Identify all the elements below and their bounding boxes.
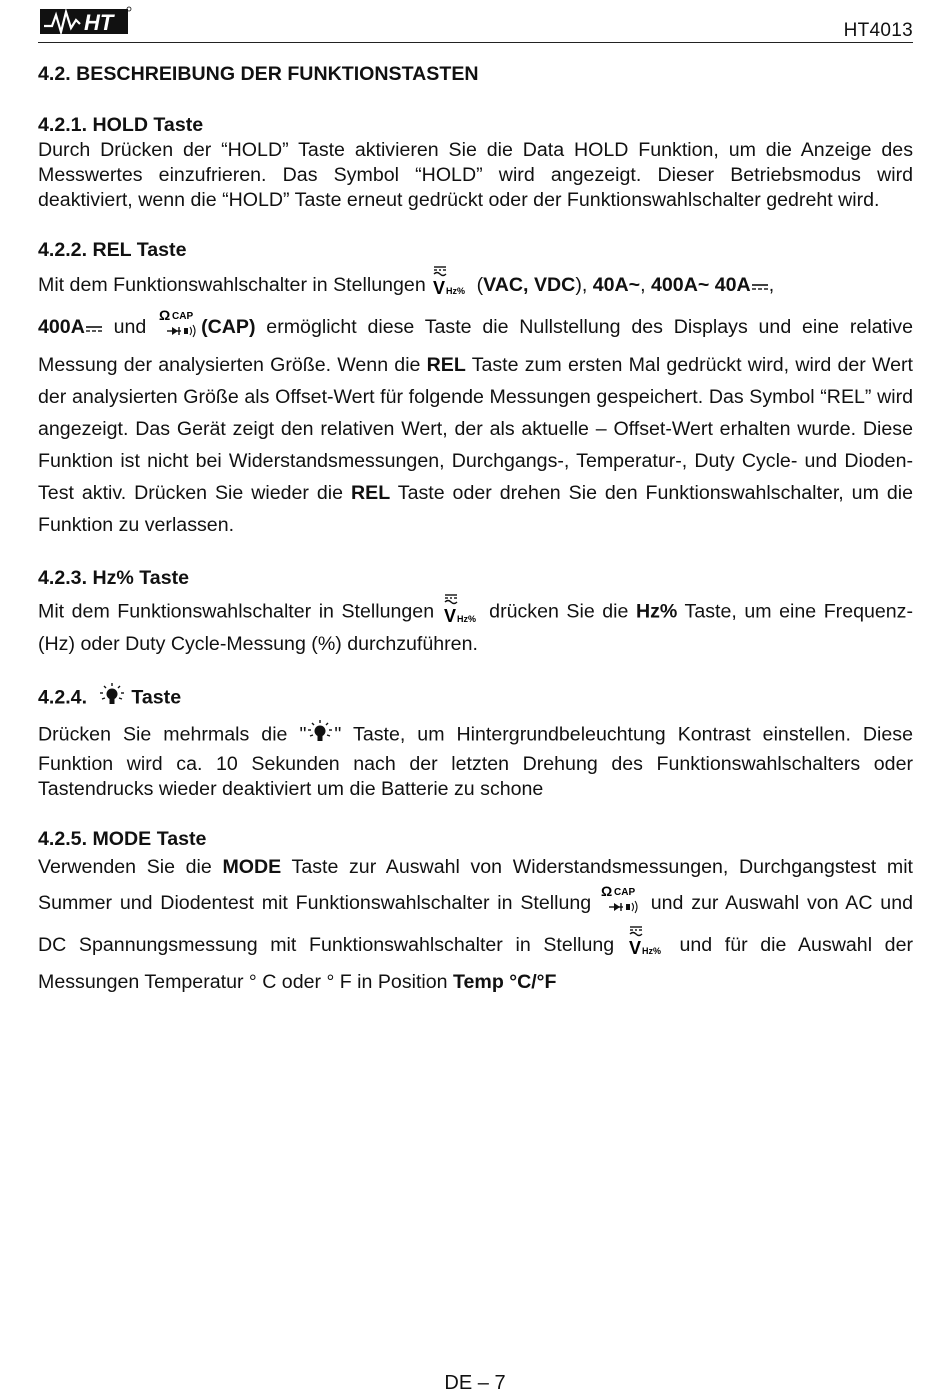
dc-symbol — [751, 270, 769, 302]
svg-text:V: V — [628, 938, 641, 957]
paragraph-hold: Durch Drücken der “HOLD” Taste aktivieren Sie die Data HOLD Funktion, um die Anzeige des Messwertes einzufrieren. Das Symbol “HOLD” wird angezeigt. Dieser Betriebsmodus wird deaktiviert, wenn die “HOLD” Taste erneut gedrückt oder der Funktionswahlschalter gedreht wird. — [38, 139, 913, 211]
svg-text:Hz%: Hz% — [641, 946, 661, 956]
v-hz-percent-icon — [431, 265, 471, 307]
backlight-bulb-icon — [98, 682, 126, 715]
ohm-cap-diode-buzzer-icon — [599, 883, 643, 925]
paragraph-mode: Verwenden Sie die MODE Taste zur Auswahl von Widerstandsmessungen, Durchgangstest mit Summer und Diodentest mit Funktionswahlschalter in Stellung Ω CAP und zur Auswahl von AC und DC Spannungsmessung mit Funktionswahlschalter in Stellung V Hz% und für die Auswahl der Messungen Temperatur ° C oder ° F in Position Temp °C/°F — [38, 856, 913, 993]
logo-text: HT — [84, 10, 114, 35]
page-header — [38, 4, 913, 43]
model-name: HT4013 — [843, 20, 913, 41]
svg-text:CAP: CAP — [172, 311, 194, 322]
svg-text:Ω: Ω — [159, 307, 171, 323]
section-heading-main: 4.2. BESCHREIBUNG DER FUNKTIONSTASTEN — [38, 63, 479, 85]
svg-text:Hz%: Hz% — [456, 614, 476, 624]
section-heading-mode: 4.2.5. MODE Taste — [38, 828, 207, 850]
page-number: DE – 7 — [444, 1372, 506, 1394]
section-heading-rel: 4.2.2. REL Taste — [38, 239, 187, 261]
svg-text:CAP: CAP — [613, 887, 636, 898]
dc-symbol — [85, 312, 103, 344]
v-hz-percent-icon — [627, 925, 667, 967]
svg-text:Ω: Ω — [600, 883, 613, 899]
svg-text:Hz%: Hz% — [446, 286, 466, 296]
ht-logo — [40, 6, 132, 36]
svg-text:V: V — [433, 278, 446, 297]
paragraph-rel: Mit dem Funktionswahlschalter in Stellungen V Hz% (VAC, VDC), 40A~, 400A~ 40A , 400A und Ω CAP (CAP) ermöglicht diese Taste die Nullstellung des Displays und eine relative Messung der analysierten Größe. Wenn die REL Taste zum ersten Mal gedrückt wird, wird der Wert der analysierten Größe als Offset-Wert für folgende Messungen gespeichert. Das Symbol “REL” wird angezeigt. Das Gerät zeigt den relativen Wert, der als aktuelle – Offset-Wert erhalten wurde. Diese Funktion ist nicht bei Widerstandsmessungen, Durchgangs-, Temperatur-, Duty Cycle- und Dioden-Test aktiv. Drücken Sie wieder die REL Taste oder drehen Sie den Funktionswahlschalter, um die Funktion zu verlassen. — [38, 265, 913, 541]
document-body — [38, 62, 913, 1023]
section-heading-hold: 4.2.1. HOLD Taste — [38, 114, 204, 136]
backlight-bulb-icon — [306, 719, 334, 752]
paragraph-backlight: Drücken Sie mehrmals die " " Taste, um Hintergrundbeleuchtung Kontrast einstellen. Diese Funktion wird ca. 10 Sekunden nach der letzten Drehung des Funktionswahlschalters oder Tastendrucks wieder deaktiviert um die Batterie zu schone — [38, 719, 913, 802]
svg-text:V: V — [443, 606, 456, 625]
section-heading-backlight: 4.2.4. Taste — [38, 682, 913, 715]
paragraph-hz: Mit dem Funktionswahlschalter in Stellungen V Hz% drücken Sie die Hz% Taste, um eine Frequenz- (Hz) oder Duty Cycle-Messung (%) durchzuführen. — [38, 593, 913, 657]
v-hz-percent-icon — [442, 593, 482, 632]
ohm-cap-diode-buzzer-icon — [157, 307, 201, 349]
section-heading-hz: 4.2.3. Hz% Taste — [38, 567, 190, 589]
